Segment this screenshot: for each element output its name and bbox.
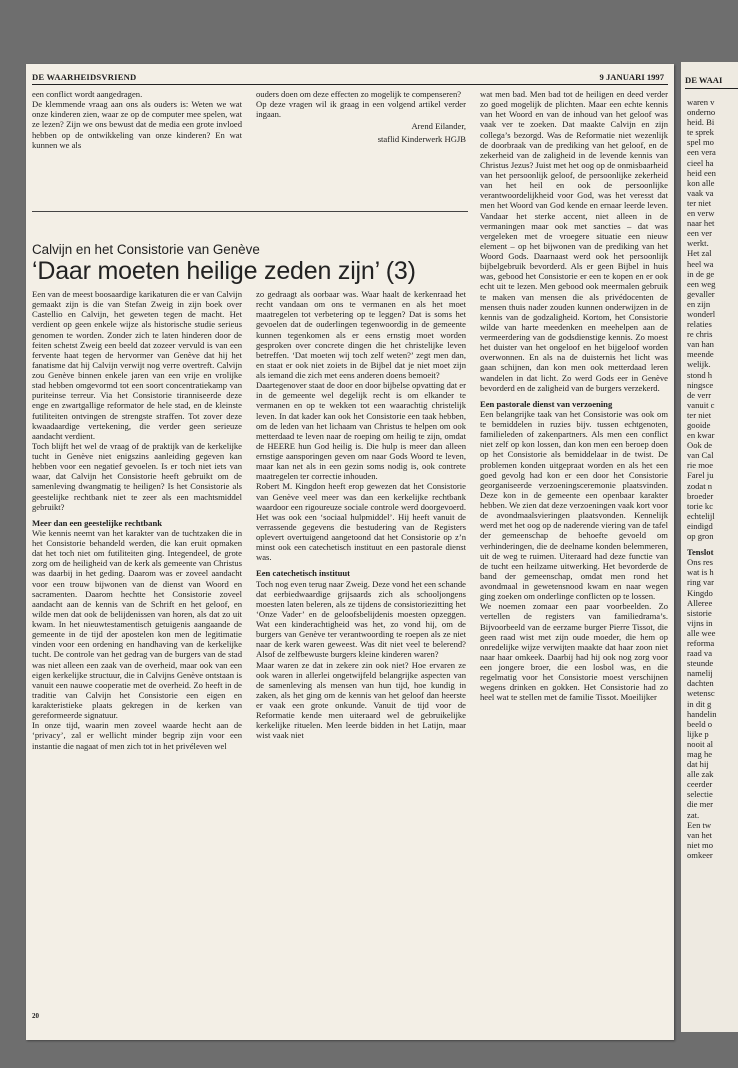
text-line: in dit g bbox=[687, 698, 712, 709]
text-line: omkeer bbox=[687, 849, 713, 860]
previous-article-col2 bbox=[256, 89, 466, 144]
text-line: Farel ju bbox=[687, 470, 714, 481]
paragraph: Wie kennis neemt van het karakter van de tuchtzaken die in het Consistorie behandeld werden, die kan eruit opmaken dat het toch niet om futiliteiten ging. Integendeel, de grote zorg om de heiligheid van de kerk als gemeente van Christus was daarbij in het geding. Daarom was er zoveel aandacht voor een trouw bijwonen van de dienst van Woord en sacramenten. Daarom hechtte het Consistorie zoveel aandacht aan de kennis van de Schrift en het geloof, en wilde men dat ook de belijdenissen van horen, als dat zo uit kwam. In het nieuwtestamentisch getuigenis aangaande de gemeente in de tijd der apostelen kon men de legitimatie vinden voor een ordening en handhaving van de kerkelijke tucht. De controle van het gedrag van de burgers van de stad was niet alleen een zaak van de overheid, maar ook van een eigen kerkelijke structuur, die in Calvijns Genève ontstaan is vanuit een nauwe cooperatie met de overheid. Zo heeft in de traditie van Calvijn het Consistorie een eigen en karakteristieke plaats gekregen in de kerken van gereformeerde signatuur. bbox=[32, 527, 242, 721]
text-line: ceerder bbox=[687, 779, 713, 790]
text-line: dachten bbox=[687, 678, 714, 689]
paragraph: We noemen zomaar een paar voorbeelden. Zo vertellen de registers van familiedrama’s. Bijvoorbeeld van de eerzame burger Pierre Tissot, die geen raad wist met zijn oude moeder, die hem op onredelijke wijze verwijten maakte dat haar zoon niet naar haar omkeek. Daarbij had hij ook nog zorg voor een jongere broer, die een losbol was, en die regelmatig voor het Consistorie moest verschijnen wegens drinken en gokken. Het Consistorie had zo heel wat te stellen met de familie Tissot. Moeilijker bbox=[480, 601, 668, 703]
text-line: Ook de bbox=[687, 440, 713, 451]
article-divider bbox=[32, 211, 468, 212]
text-line: een weg bbox=[687, 278, 716, 289]
article-col2 bbox=[256, 289, 466, 741]
text-line: Het zal bbox=[687, 248, 712, 259]
paragraph: De klemmende vraag aan ons als ouders is: Weten we wat onze kinderen zien, waar ze op de computer mee spelen, wat ze lezen? Zijn we ons bewust dat de media een grote invloed hebben op de ontwikkeling van onze kinderen? En wat kunnen we als bbox=[32, 99, 242, 150]
paragraph: Een belangrijke taak van het Consistorie was ook om te bemiddelen in ruzies bijv. tussen echtgenoten, familieleden of zakenpartners. Als men een conflict niet zelf op kon lossen, dan kon men een beroep doen op het Consistorie als bemiddelaar in de twist. De problemen konden uitgepraat worden en als het een goed gevolg had kon er een door het Consistorie georganiseerde verzoeningsceremonie plaatsvinden. Deze kon in de gemeente een openbaar karakter hebben. We zien dat deze verzoeningen vaak kort voor de avondmaalsvieringen plaatsvonden. Kennelijk werd met het oog op de naderende viering van de tafel der gemeenschap de behoefte gevoeld om verhinderingen, die de deelname konden belemmeren, uit de weg te ruimen. Uiteraard had deze functie van de tucht een heilzame uitwerking. Het bevorderde de band der gemeenschap, omdat men rond het avondmaal in gewetensnood kwam en naar wegen ging zoeken om onderlinge conflicten op te lossen. bbox=[480, 408, 668, 602]
text-line: welijk. bbox=[687, 359, 711, 370]
text-line: selectie bbox=[687, 789, 713, 800]
article-col1 bbox=[32, 289, 242, 751]
text-line: wetensc bbox=[687, 688, 715, 699]
paragraph: wat men bad. Men bad tot de heiligen en deed verder zo goed mogelijk de plichten. Maar een echte kennis van het Woord en van de inhoud van het geloof was vaak ver te zoeken. Dat maakte Calvijn en zijn collega’s bezorgd. Was de Reformatie niet wezenlijk de doorbraak van de prediking van het geloof, en de zekerheid van de zaligheid in de levende kennis van Christus Jezus? Juist met het oog op de onmisbaarheid van het persoonlijk geloof, de persoonlijke zekerheid van het heil en ook de persoonlijke verantwoordelijkheid voor God, was het veresst dat men het Woord van God kende en ernaar leerde leven. Vandaar het sterke accent, niet alleen in de vermaningen maar ook met sancties – dat was vergeleken met de vroegere situatie een nieuw element – op het bijwonen van de prediking van het Woord Gods. Daarnaast werd ook het persoonlijk bijbelgebruik bevorderd. Als er geen Bijbel in huis was, gebood het Consistorie er een te kopen en er ook echt uit te lezen. Men gebood ook meermalen gebruik te maken van mensen die als privédocenten de mensen thuis nader zouden kunnen onderwijzen in de kennis van de godzaligheid. Kortom, het Consistorie wilde van harte meedenken en meehelpen aan de vermeerdering van de godsdienstige kennis. Zo moest het duister van het ongeloof en het bijgeloof worden overwonnen. En als na de duisternis het licht was gaan schijnen, dan kon men ook metterdaad leren wandelen in dat licht. Zo werd Gods eer in Genève bevorderd en de zaligheid van de burgers verzekerd. bbox=[480, 89, 668, 393]
text-line: echtelijl bbox=[687, 510, 715, 521]
text-line: vijns in bbox=[687, 617, 713, 628]
text-line: ningsce bbox=[687, 379, 714, 390]
text-line: gooide bbox=[687, 420, 711, 430]
text-line: reforma bbox=[687, 637, 715, 648]
text-line: namelij bbox=[687, 668, 713, 679]
paragraph: Een van de meest boosaardige karikaturen die er van Calvijn gemaakt zijn is die van Stefan Zweig in zijn boek over Castellio en Calvijn, het geweten tegen de macht. Het verdient op geen enkele wijze als historische studie serieus genomen te worden. Zonder zich te laten hinderen door de feiten schetst Zweig een beeld dat zozeer vervuld is van een fervente haat tegen de hervormer van Genève dat hij het fanatisme dat hij Calvijn verwijt nog verre overtreft. Calvijn zou Genève binnen enkele jaren van een vrije en vrolijke stad hebben omgevormd tot een soort concentratiekamp van puriteinse terreur. Via het Consistorie tiranniseerde deze enge en zwartgallige reformator de hele stad, en de kleinste futiliteiten ontvingen de strengste straffen. Tot zover deze kwaadaardige vertekening, die verder geen serieuze aandacht verdient. bbox=[32, 289, 242, 441]
text-line: de verr bbox=[687, 389, 712, 400]
paragraph: ouders doen om deze effecten zo mogelijk te compenseren? bbox=[256, 89, 462, 99]
text-line: meende bbox=[687, 349, 714, 360]
text-line: werkt. bbox=[687, 238, 709, 249]
text-line: onderno bbox=[687, 107, 716, 118]
text-line: kon alle bbox=[687, 177, 715, 188]
text-line: stond h bbox=[687, 369, 713, 380]
text-line: van Cal bbox=[687, 450, 714, 461]
text-line: ter niet bbox=[687, 197, 712, 208]
author-role: staflid Kinderwerk HGJB bbox=[377, 133, 466, 144]
newspaper-page bbox=[26, 64, 674, 1040]
text-line: alle zak bbox=[687, 769, 714, 780]
text-line: van het bbox=[687, 829, 713, 840]
page-number: 20 bbox=[32, 1012, 39, 1020]
text-line: spel mo bbox=[687, 137, 714, 148]
text-line: naar het bbox=[687, 218, 715, 229]
subheading: Tenslot bbox=[687, 547, 714, 558]
text-line: een ver bbox=[687, 228, 713, 239]
text-line: raad va bbox=[687, 648, 713, 659]
paragraph: Robert M. Kingdon heeft erop gewezen dat het Consistorie van Genève veel meer was dan een kerkelijke rechtbank waardoor een rigoureuze sociale controle werd doorgevoerd. Het was ook een ‘sociaal hulpmiddel’. Hij heeft vanuit de verrassende gegevens die bestudering van de Registers oplevert overtuigend aangetoond dat het Consistorie op z’n minst ook een catechetisch instituut en een pastorale dienst was. bbox=[256, 481, 466, 563]
text-line: te sprek bbox=[687, 127, 714, 138]
paragraph: In onze tijd, waarin men zoveel waarde hecht aan de ‘privacy’, zal er wellicht minder begrip zijn voor een instantie die nagaat of men zich tot in het privéleven wel bbox=[32, 720, 242, 751]
text-line: zodat n bbox=[687, 480, 713, 491]
text-line: vaak va bbox=[687, 187, 714, 198]
text-line: waren v bbox=[687, 97, 715, 107]
issue-date: 9 JANUARI 1997 bbox=[599, 72, 664, 82]
text-line: nooit al bbox=[687, 738, 714, 749]
next-page-text bbox=[687, 97, 738, 860]
previous-article-col1 bbox=[32, 89, 242, 150]
paragraph: Op deze vragen wil ik graag in een volgend artikel verder ingaan. bbox=[256, 99, 466, 120]
text-line: vanuit c bbox=[687, 399, 715, 410]
text-line: lijke p bbox=[687, 728, 709, 739]
text-line: ring var bbox=[687, 577, 714, 588]
paragraph: Toch nog even terug naar Zweig. Deze vond het een schande dat eerbiedwaardige grijsaards zich als schooljongens moesten laten beleren, als ze tijdens de consistoriezitting het ‘Onze Vader’ en de geloofsbelijdenis moesten opzeggen. Wat een kinderachtigheid was het, zo vond hij, om de burgers van Genève ter verantwoording te roepen als ze niet naar de kerk waren geweest. Was dit niet veel te belerend? Alsof de zelfbewuste burgers kleine kinderen waren? bbox=[256, 578, 466, 660]
subheading: Meer dan een geestelijke rechtbank bbox=[32, 517, 162, 528]
text-line: sistorie bbox=[687, 607, 712, 618]
text-line: Ons res bbox=[687, 557, 714, 568]
text-line: wonderl bbox=[687, 308, 716, 319]
paragraph: zo gedraagt als oorbaar was. Waar haalt de kerkenraad het recht vandaan om ons te vermanen en als het moet maatregelen tot verbetering op te leggen? Dat is soms het gevoelen dat de ouderlingen tegenwoordig in de gemeente kunnen tegenkomen als er eens ernstig moet worden gesproken over concrete dingen die het christelijke leven betreffen. ‘Dat moeten wij toch zelf weten?’ zegt men dan, en staat er ook niet zoiets in de Bijbel dat je niet moet zijn als iemand die zich met eens anderen doens bemoeit? bbox=[256, 289, 466, 380]
text-line: handelin bbox=[687, 708, 717, 719]
text-line: van han bbox=[687, 339, 714, 350]
text-line: zat. bbox=[687, 809, 700, 820]
text-line: re chris bbox=[687, 329, 713, 340]
text-line: Alleree bbox=[687, 597, 713, 608]
article-col3 bbox=[480, 89, 668, 703]
text-line: op gron bbox=[687, 531, 714, 542]
text-line: Een tw bbox=[687, 819, 712, 830]
text-line: torie kc bbox=[687, 500, 714, 511]
text-line: eindigd bbox=[687, 520, 713, 531]
text-line: relaties bbox=[687, 319, 712, 330]
text-line: en zijn bbox=[687, 298, 711, 309]
subheading: Een pastorale dienst van verzoening bbox=[480, 398, 613, 409]
text-line: broeder bbox=[687, 490, 714, 501]
text-line: gevaller bbox=[687, 288, 715, 299]
paragraph: een conflict wordt aangedragen. bbox=[32, 89, 143, 99]
text-line: cieel ha bbox=[687, 157, 714, 168]
text-line: dat hij bbox=[687, 759, 709, 770]
text-line: Kingdo bbox=[687, 587, 713, 598]
text-line: alle wee bbox=[687, 627, 716, 638]
text-line: wat is h bbox=[687, 567, 714, 578]
paragraph: Toch blijft het wel de vraag of de praktijk van de kerkelijke tucht in Genève niet enigszins aanleiding gegeven kan hebben voor een negatief gevoelen. Is er toch niet iets van waar, dat Calvijn het Consistorie heeft gebruikt om de samenleving dwangmatig te heiligen? Is het Consistorie als geestelijke rechtbank niet te zeer als een machtsmiddel gebruikt? bbox=[32, 440, 242, 512]
text-line: steunde bbox=[687, 658, 714, 669]
article-headline: ‘Daar moeten heilige zeden zijn’ (3) bbox=[32, 257, 416, 285]
subheading: Een catechetisch instituut bbox=[256, 568, 351, 579]
text-line: heid een bbox=[687, 167, 716, 178]
text-line: die mer bbox=[687, 799, 714, 810]
text-line: in de ge bbox=[687, 268, 715, 279]
author-name: Arend Eilander, bbox=[411, 121, 466, 132]
text-line: en verw bbox=[687, 208, 715, 219]
text-line: en kwar bbox=[687, 430, 715, 441]
publication-name: DE WAARHEIDSVRIEND bbox=[32, 72, 137, 82]
text-line: beeld o bbox=[687, 718, 713, 729]
text-line: niet mo bbox=[687, 839, 714, 850]
text-line: een vera bbox=[687, 147, 716, 158]
article-kicker: Calvijn en het Consistorie van Genève bbox=[32, 242, 260, 257]
next-page-edge bbox=[681, 62, 738, 1032]
text-line: heid. Bi bbox=[687, 117, 715, 128]
text-line: heel wa bbox=[687, 258, 714, 269]
masthead bbox=[32, 70, 668, 85]
text-line: mag he bbox=[687, 749, 713, 759]
text-line: rie moe bbox=[687, 460, 714, 471]
text-line: ter niet bbox=[687, 409, 712, 420]
next-page-masthead: DE WAAI bbox=[685, 75, 738, 89]
paragraph: Maar waren ze dat in zekere zin ook niet? Hoe ervaren ze ook waren in allerlei ongetwijfeld belangrijke aspecten van de samenleving als mensen van hun tijd, hoe kundig in zaken, als het ging om de kennis van het geloof dan heerste er vaak een grote onkunde. Vanuit de tijd voor de Reformatie kende men uiteraard wel de gebruikelijke kerkelijke rituelen. Men leerde bidden in het Latijn, maar wist vaak niet bbox=[256, 659, 466, 741]
paragraph: Daartegenover staat de door en door bijbelse opvatting dat er in de gemeente wel degelijk recht is om elkander te vermanen en op te wekken tot een waarachtig christelijk leven. In dat kader kan ook het Consistorie een taak hebben, om de leden van het lichaam van Christus te helpen om ook metterdaad te leven naar de roeping om heilig te zijn, omdat de HEERE hun God heilig is. Die hulp is meer dan alleen ernstige aansporingen geven om naar Gods Woord te leven, maar kan net als in een gezin soms nodig is, ook contrete maatregelen ter correctie inhouden. bbox=[256, 380, 466, 482]
